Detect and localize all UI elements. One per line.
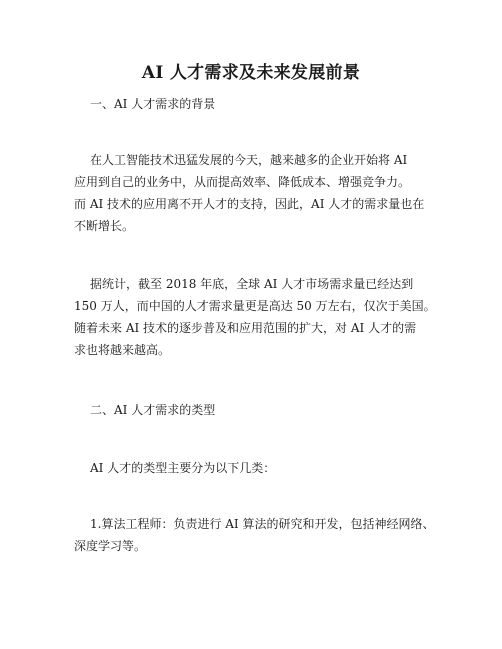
paragraph-line: 150 万人，而中国的人才需求量更是高达 50 万左右，仅次于美国。 [74, 299, 436, 313]
paragraph-line: 随着未来 AI 技术的逐步普及和应用范围的扩大，对 AI 人才的需 [74, 321, 417, 335]
section-heading-types: 二、AI 人才需求的类型 [90, 403, 216, 417]
paragraph-line: 应用到自己的业务中，从而提高效率、降低成本、增强竞争力。 [74, 175, 411, 189]
paragraph-line: 在人工智能技术迅猛发展的今天，越来越多的企业开始将 AI [90, 153, 408, 167]
paragraph-line: 求也将越来越高。 [74, 343, 171, 357]
list-item-line: 1.算法工程师：负责进行 AI 算法的研究和开发，包括神经网络、 [90, 517, 435, 531]
paragraph-line: 据统计，截至 2018 年底，全球 AI 人才市场需求量已经达到 [90, 277, 414, 291]
document-title: AI 人才需求及未来发展前景 [141, 63, 361, 83]
paragraph-line: 不断增长。 [74, 219, 135, 233]
section-heading-background: 一、AI 人才需求的背景 [90, 97, 216, 111]
paragraph-line: AI 人才的类型主要分为以下几类： [90, 461, 276, 475]
list-item-line: 深度学习等。 [74, 539, 147, 553]
paragraph-line: 而 AI 技术的应用离不开人才的支持，因此，AI 人才的需求量也在 [74, 197, 425, 211]
